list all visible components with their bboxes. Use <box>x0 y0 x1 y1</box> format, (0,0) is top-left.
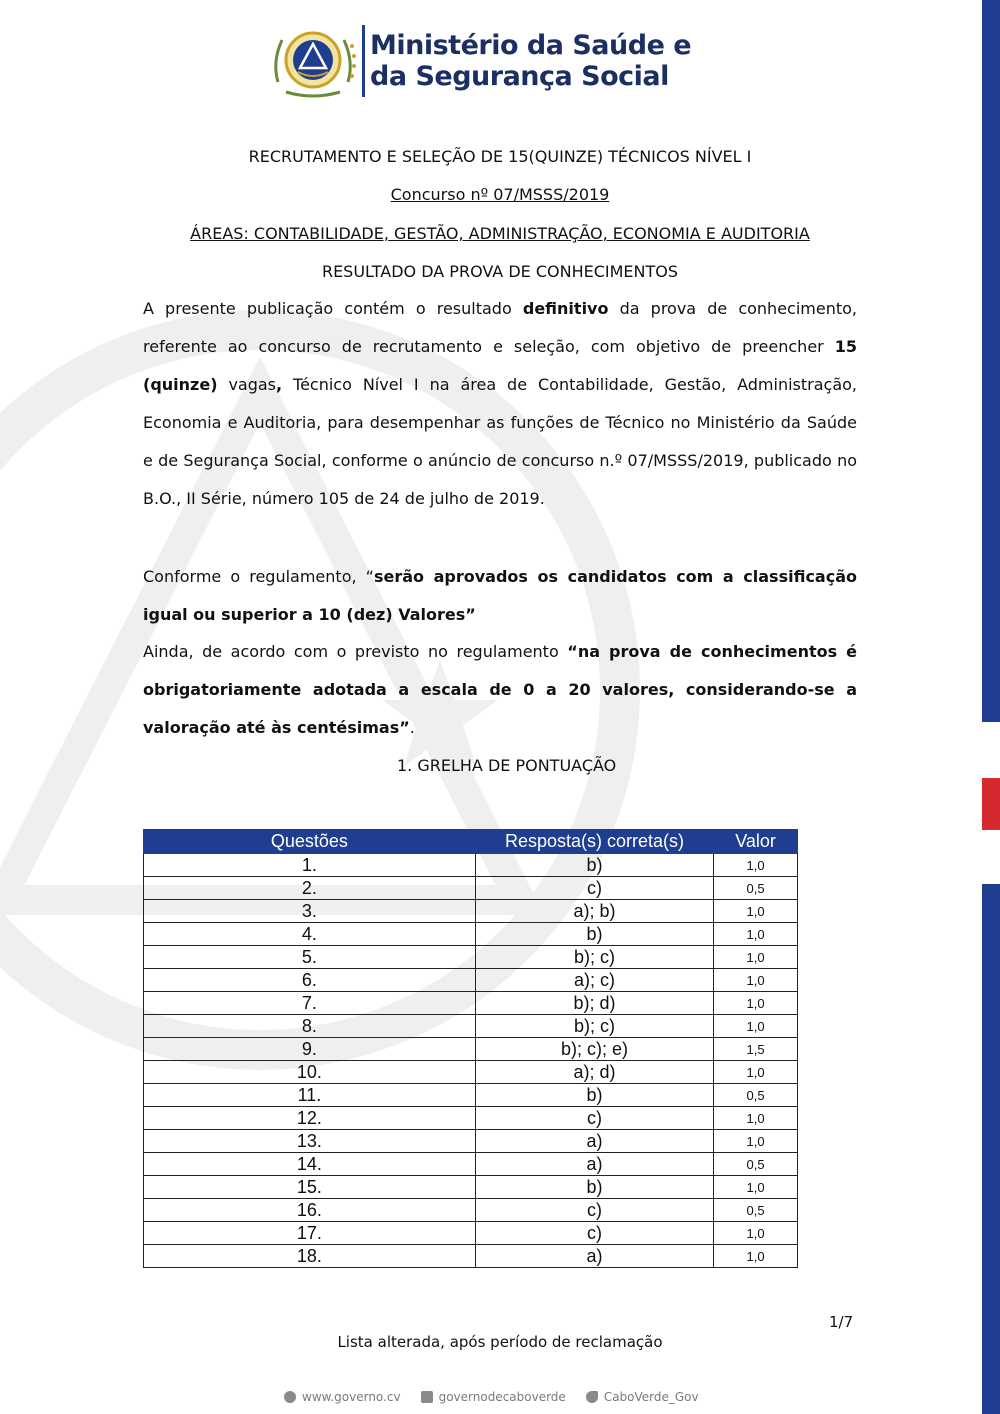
header-divider <box>362 25 365 97</box>
value-cell: 1,0 <box>714 1222 798 1245</box>
value-cell: 1,0 <box>714 1176 798 1199</box>
answer-cell: a); d) <box>475 1061 713 1084</box>
question-cell: 4. <box>144 923 476 946</box>
table-row <box>144 1130 798 1153</box>
answer-cell: b); c); e) <box>475 1038 713 1061</box>
social-footer <box>284 1390 699 1404</box>
table-row <box>144 1061 798 1084</box>
republic-emblem-icon <box>268 22 358 100</box>
intro-bold-comma: , <box>276 375 283 394</box>
scale-paragraph <box>143 633 857 747</box>
table-row <box>144 1107 798 1130</box>
value-cell: 1,0 <box>714 1015 798 1038</box>
answer-cell: b) <box>475 1176 713 1199</box>
value-cell: 1,0 <box>714 1061 798 1084</box>
answer-cell: a); c) <box>475 969 713 992</box>
rule-bold: serão aprovados os candidatos com a classificação igual ou superior a 10 (dez) Valores” <box>143 567 858 624</box>
table-row <box>144 1245 798 1268</box>
scale-bold: “na prova de conhecimentos é obrigatoriamente adotada a escala de 0 a 20 valores, considerando-se a valoração até às centésimas” <box>143 642 858 737</box>
table-row <box>144 923 798 946</box>
value-cell: 0,5 <box>714 877 798 900</box>
table-row <box>144 992 798 1015</box>
value-cell: 1,0 <box>714 992 798 1015</box>
question-cell: 14. <box>144 1153 476 1176</box>
answer-cell: a) <box>475 1130 713 1153</box>
twitter-icon <box>586 1391 598 1403</box>
areas-title: ÁREAS: CONTABILIDADE, GESTÃO, ADMINISTRAÇÃO, ECONOMIA E AUDITORIA <box>190 224 810 243</box>
table-header-row <box>144 830 798 854</box>
footer-note: Lista alterada, após período de reclamação <box>337 1333 663 1351</box>
answer-cell: b) <box>475 854 713 877</box>
globe-icon <box>284 1391 296 1403</box>
question-cell: 6. <box>144 969 476 992</box>
answer-cell: a) <box>475 1153 713 1176</box>
contest-number: Concurso nº 07/MSSS/2019 <box>390 185 610 204</box>
question-cell: 12. <box>144 1107 476 1130</box>
table-row <box>144 946 798 969</box>
question-cell: 18. <box>144 1245 476 1268</box>
intro-text-1: A presente publicação contém o resultado <box>143 299 523 318</box>
header-value: Valor <box>714 830 798 854</box>
question-cell: 16. <box>144 1199 476 1222</box>
question-cell: 10. <box>144 1061 476 1084</box>
intro-text-2: da prova de conhecimento, referente ao concurso de recrutamento e seleção, com objetivo de preencher <box>143 299 858 356</box>
value-cell: 1,0 <box>714 900 798 923</box>
intro-bold-definitivo: definitivo <box>522 299 609 318</box>
answer-cell: c) <box>475 1222 713 1245</box>
value-cell: 1,0 <box>714 1245 798 1268</box>
page-number: 1/7 <box>829 1313 854 1331</box>
side-stripe-red <box>982 778 1000 830</box>
facebook-icon <box>421 1391 433 1403</box>
question-cell: 1. <box>144 854 476 877</box>
question-cell: 13. <box>144 1130 476 1153</box>
page-header <box>268 22 691 100</box>
question-cell: 3. <box>144 900 476 923</box>
value-cell: 1,0 <box>714 923 798 946</box>
answer-cell: b); c) <box>475 946 713 969</box>
answer-cell: b) <box>475 1084 713 1107</box>
question-cell: 17. <box>144 1222 476 1245</box>
result-title: RESULTADO DA PROVA DE CONHECIMENTOS <box>321 262 679 281</box>
ministry-line-1: Ministério da Saúde e <box>370 30 692 61</box>
header-answers: Resposta(s) correta(s) <box>475 830 713 854</box>
section-title: 1. GRELHA DE PONTUAÇÃO <box>397 756 617 775</box>
table-row <box>144 969 798 992</box>
website-link[interactable]: www.governo.cv <box>302 1390 401 1404</box>
value-cell: 1,5 <box>714 1038 798 1061</box>
table-row <box>144 1015 798 1038</box>
answer-cell: c) <box>475 877 713 900</box>
twitter-link[interactable]: CaboVerde_Gov <box>603 1390 699 1404</box>
value-cell: 0,5 <box>714 1199 798 1222</box>
doc-title: RECRUTAMENTO E SELEÇÃO DE 15(QUINZE) TÉCNICOS NÍVEL I <box>248 147 752 166</box>
side-stripe-blue-top <box>982 0 1000 722</box>
intro-bold-vacancies: 15 (quinze) <box>143 337 857 394</box>
value-cell: 1,0 <box>714 969 798 992</box>
table-row <box>144 854 798 877</box>
question-cell: 5. <box>144 946 476 969</box>
rule-paragraph <box>143 558 857 634</box>
answer-cell: a) <box>475 1245 713 1268</box>
intro-paragraph <box>143 290 857 518</box>
question-cell: 8. <box>144 1015 476 1038</box>
answer-cell: c) <box>475 1199 713 1222</box>
answer-cell: b) <box>475 923 713 946</box>
value-cell: 0,5 <box>714 1084 798 1107</box>
scale-text-1: Ainda, de acordo com o previsto no regulamento <box>143 642 568 661</box>
table-row <box>144 877 798 900</box>
value-cell: 1,0 <box>714 946 798 969</box>
question-cell: 9. <box>144 1038 476 1061</box>
value-cell: 1,0 <box>714 1107 798 1130</box>
question-cell: 7. <box>144 992 476 1015</box>
value-cell: 1,0 <box>714 1130 798 1153</box>
answer-cell: b); c) <box>475 1015 713 1038</box>
ministry-line-2: da Segurança Social <box>370 61 669 92</box>
table-row <box>144 1222 798 1245</box>
rule-text: Conforme o regulamento, “ <box>143 567 374 586</box>
answer-cell: c) <box>475 1107 713 1130</box>
scale-text-2: . <box>409 718 415 737</box>
value-cell: 0,5 <box>714 1153 798 1176</box>
table-row <box>144 1084 798 1107</box>
question-cell: 11. <box>144 1084 476 1107</box>
header-questions: Questões <box>144 830 476 854</box>
question-cell: 2. <box>144 877 476 900</box>
answer-cell: a); b) <box>475 900 713 923</box>
table-row <box>144 1153 798 1176</box>
scoring-grid-table <box>143 829 798 1268</box>
table-row <box>144 900 798 923</box>
table-row <box>144 1199 798 1222</box>
table-row <box>144 1176 798 1199</box>
intro-text-4: Técnico Nível I na área de Contabilidade, Gestão, Administração, Economia e Auditoria, para desempenhar as funções de Técnico no Ministério da Saúde e de Segurança Social, conforme o anúncio de concurso n.º 07/MSSS/2019, publicado no B.O., II Série, número 105 de 24 de julho de 2019. <box>143 375 857 508</box>
intro-text-3: vagas <box>217 375 277 394</box>
question-cell: 15. <box>144 1176 476 1199</box>
facebook-link[interactable]: governodecaboverde <box>438 1390 566 1404</box>
value-cell: 1,0 <box>714 854 798 877</box>
ministry-name <box>370 30 691 92</box>
answer-cell: b); d) <box>475 992 713 1015</box>
table-row <box>144 1038 798 1061</box>
